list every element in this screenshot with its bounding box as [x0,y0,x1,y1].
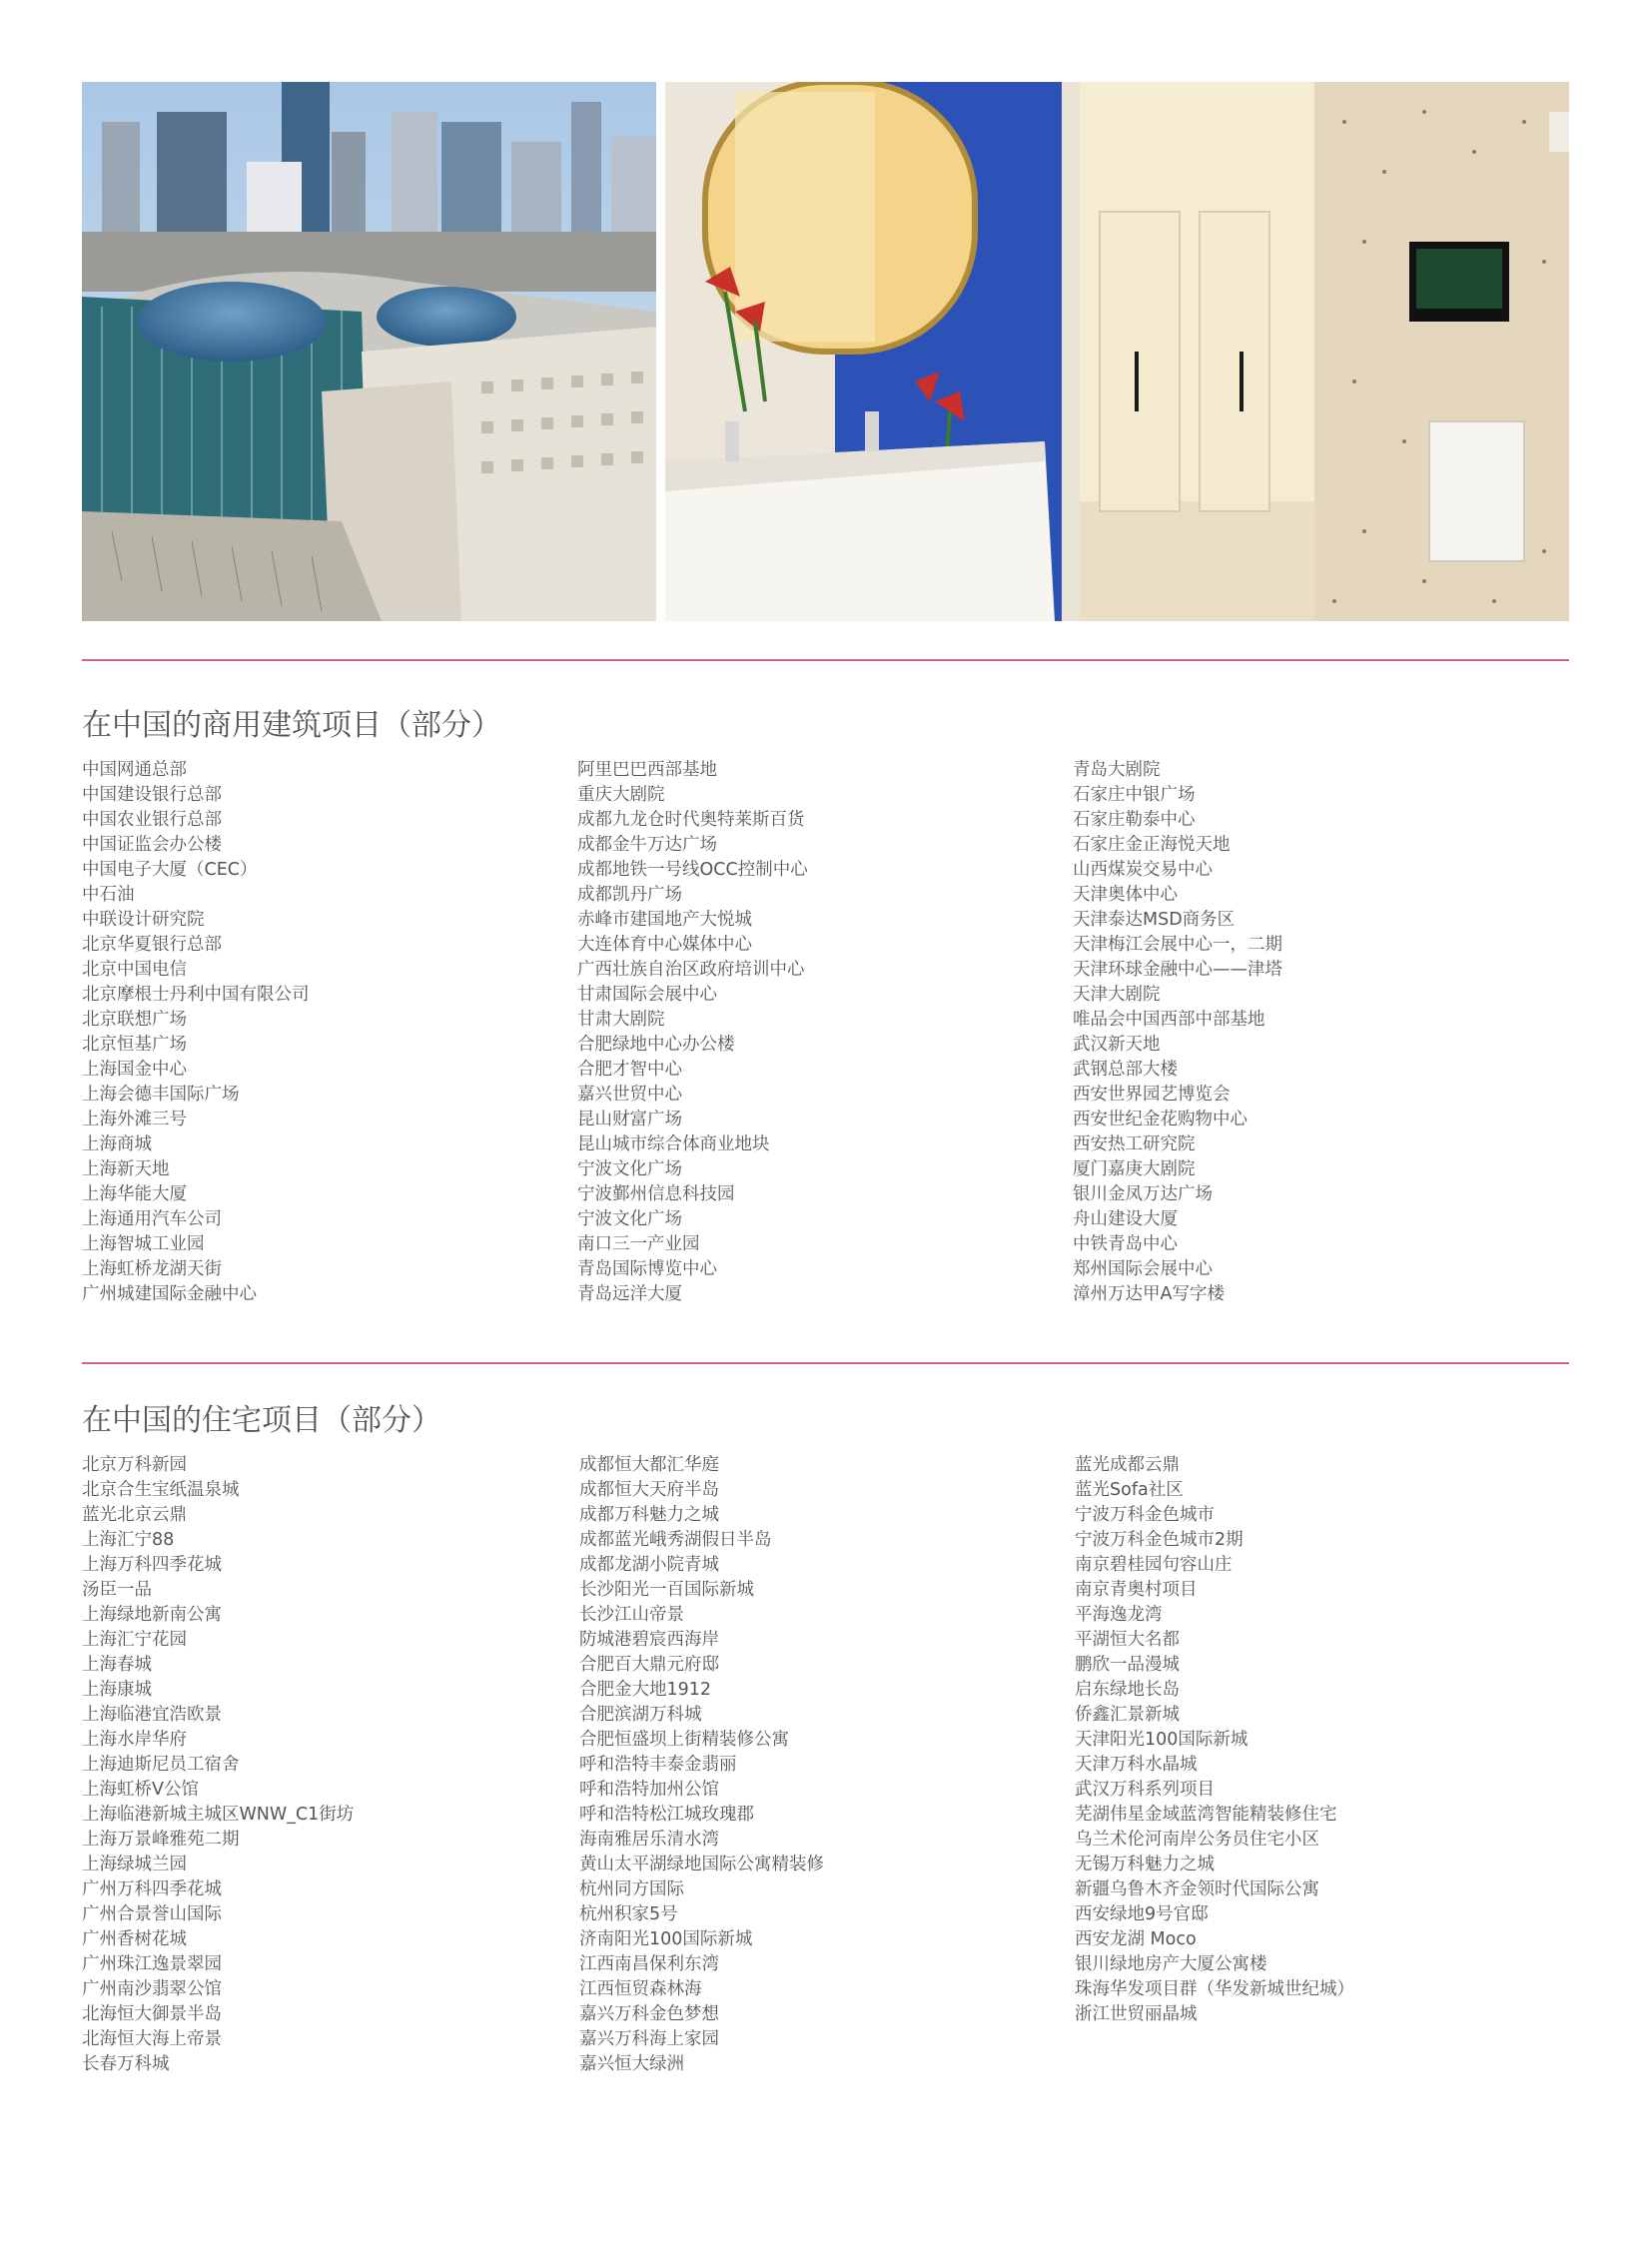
project-item: 石家庄勒泰中心 [1073,810,1196,830]
project-item: 鹏欣一品漫城 [1075,1655,1180,1675]
project-item: 南京青奥村项目 [1075,1580,1198,1600]
project-item: 郑州国际会展中心 [1073,1259,1213,1279]
project-item: 防城港碧宸西海岸 [579,1630,719,1650]
project-item: 上海万科四季花城 [82,1555,222,1575]
project-item: 上海临港新城主城区WNW_C1街坊 [82,1805,355,1825]
project-item: 银川绿地房产大厦公寓楼 [1075,1954,1267,1974]
project-item: 成都蓝光峨秀湖假日半岛 [579,1530,772,1550]
project-item: 中联设计研究院 [82,910,205,930]
project-item: 济南阳光100国际新城 [579,1929,753,1949]
project-item: 天津奥体中心 [1073,885,1178,905]
city-skyline-photo [82,82,656,621]
project-item: 杭州积家5号 [579,1904,678,1924]
project-item: 漳州万达甲A写字楼 [1073,1284,1225,1304]
project-item: 平湖恒大名都 [1075,1630,1180,1650]
project-item: 宁波鄞州信息科技园 [577,1184,735,1204]
section-title-commercial: 在中国的商用建筑项目（部分） [82,708,501,743]
project-item: 蓝光Sofa社区 [1075,1480,1184,1500]
project-item: 杭州同方国际 [579,1879,684,1899]
project-item: 青岛远洋大厦 [577,1284,682,1304]
project-item: 广州万科四季花城 [82,1879,222,1899]
residential-column-1 [82,1453,354,2077]
commercial-column-2 [577,758,808,1307]
project-item: 上海国金中心 [82,1060,187,1080]
project-item: 上海外滩三号 [82,1110,187,1129]
project-item: 广州合景誉山国际 [82,1904,222,1924]
project-item: 广州珠江逸景翠园 [82,1954,222,1974]
project-item: 成都地铁一号线OCC控制中心 [577,860,808,880]
project-item: 石家庄金正海悦天地 [1073,835,1231,855]
commercial-column-3 [1073,758,1282,1307]
project-item: 嘉兴万科海上家园 [579,2029,719,2049]
project-item: 北京华夏银行总部 [82,935,222,955]
project-item: 嘉兴恒大绿洲 [579,2054,684,2074]
project-item: 甘肃国际会展中心 [577,985,717,1005]
project-item: 嘉兴万科金色梦想 [579,2004,719,2024]
project-item: 宁波万科金色城市2期 [1075,1530,1243,1550]
project-item: 中国证监会办公楼 [82,835,222,855]
project-item: 厦门嘉庚大剧院 [1073,1159,1196,1179]
project-item: 新疆乌鲁木齐金领时代国际公寓 [1075,1879,1319,1899]
project-item: 唯品会中国西部中部基地 [1073,1010,1265,1030]
project-item: 上海虹桥龙湖天街 [82,1259,222,1279]
project-item: 蓝光北京云鼎 [82,1505,187,1525]
project-item: 合肥恒盛坝上街精装修公寓 [579,1730,789,1750]
project-item: 长沙江山帝景 [579,1605,684,1625]
section-divider-residential [82,1362,1569,1364]
project-item: 南口三一产业园 [577,1234,700,1254]
project-item: 武钢总部大楼 [1073,1060,1178,1080]
project-item: 江西恒贸森林海 [579,1979,702,1999]
project-item: 广州南沙翡翠公馆 [82,1979,222,1999]
residential-column-3 [1075,1453,1354,2027]
project-item: 中石油 [82,885,135,905]
project-item: 成都万科魅力之城 [579,1505,719,1525]
project-item: 上海绿地新南公寓 [82,1605,222,1625]
project-item: 上海迪斯尼员工宿舍 [82,1755,240,1775]
project-item: 上海虹桥V公馆 [82,1780,199,1800]
project-item: 无锡万科魅力之城 [1075,1855,1215,1874]
project-item: 石家庄中银广场 [1073,785,1196,805]
project-item: 上海通用汽车公司 [82,1209,222,1229]
project-item: 天津泰达MSD商务区 [1073,910,1236,930]
restroom-interior-photo [665,82,1569,621]
project-item: 青岛国际博览中心 [577,1259,717,1279]
project-item: 西安龙湖 Moco [1075,1929,1197,1949]
project-item: 珠海华发项目群（华发新城世纪城） [1075,1979,1354,1999]
project-item: 昆山城市综合体商业地块 [577,1134,770,1154]
project-item: 中国网通总部 [82,760,187,780]
project-item: 成都金牛万达广场 [577,835,717,855]
section-divider-commercial [82,659,1569,661]
project-item: 中国电子大厦（CEC） [82,860,258,880]
project-item: 甘肃大剧院 [577,1010,665,1030]
project-item: 北京恒基广场 [82,1035,187,1055]
project-item: 成都恒大天府半岛 [579,1480,719,1500]
project-item: 天津梅江会展中心一，二期 [1073,935,1282,955]
project-item: 上海水岸华府 [82,1730,187,1750]
project-item: 广州香树花城 [82,1929,187,1949]
project-item: 宁波万科金色城市 [1075,1505,1215,1525]
project-item: 成都凯丹广场 [577,885,682,905]
project-item: 广西壮族自治区政府培训中心 [577,960,805,980]
project-item: 赤峰市建国地产大悦城 [577,910,752,930]
project-item: 长沙阳光一百国际新城 [579,1580,754,1600]
project-item: 上海汇宁花园 [82,1630,187,1650]
project-item: 北京万科新园 [82,1455,187,1475]
project-item: 中国建设银行总部 [82,785,222,805]
project-item: 西安世界园艺博览会 [1073,1085,1231,1105]
project-item: 舟山建设大厦 [1073,1209,1178,1229]
project-item: 昆山财富广场 [577,1110,682,1129]
project-item: 嘉兴世贸中心 [577,1085,682,1105]
project-item: 芜湖伟星金域蓝湾智能精装修住宅 [1075,1805,1337,1825]
project-item: 浙江世贸丽晶城 [1075,2004,1198,2024]
project-item: 阿里巴巴西部基地 [577,760,717,780]
project-item: 大连体育中心媒体中心 [577,935,752,955]
project-item: 西安热工研究院 [1073,1134,1196,1154]
project-item: 上海绿城兰园 [82,1855,187,1874]
project-item: 青岛大剧院 [1073,760,1161,780]
project-item: 北京合生宝纸温泉城 [82,1480,240,1500]
project-item: 上海临港宜浩欧景 [82,1705,222,1725]
project-item: 天津万科水晶城 [1075,1755,1198,1775]
project-item: 上海万景峰雅苑二期 [82,1830,240,1850]
project-item: 天津环球金融中心——津塔 [1073,960,1282,980]
project-item: 启东绿地长岛 [1075,1680,1180,1700]
project-item: 上海会德丰国际广场 [82,1085,240,1105]
project-item: 侨鑫汇景新城 [1075,1705,1180,1725]
project-item: 呼和浩特加州公馆 [579,1780,719,1800]
project-item: 北京联想广场 [82,1010,187,1030]
project-item: 江西南昌保利东湾 [579,1954,719,1974]
project-item: 成都龙湖小院青城 [579,1555,719,1575]
project-item: 南京碧桂园句容山庄 [1075,1555,1233,1575]
project-item: 广州城建国际金融中心 [82,1284,257,1304]
project-item: 合肥才智中心 [577,1060,682,1080]
project-item: 合肥滨湖万科城 [579,1705,702,1725]
project-item: 中铁青岛中心 [1073,1234,1178,1254]
project-item: 海南雅居乐清水湾 [579,1830,719,1850]
project-item: 成都九龙仓时代奥特莱斯百货 [577,810,805,830]
project-item: 上海汇宁88 [82,1530,175,1550]
project-item: 天津大剧院 [1073,985,1161,1005]
project-item: 武汉万科系列项目 [1075,1780,1215,1800]
project-item: 银川金凤万达广场 [1073,1184,1213,1204]
project-item: 北京中国电信 [82,960,187,980]
project-item: 上海春城 [82,1655,152,1675]
residential-column-2 [579,1453,824,2077]
project-item: 乌兰术伦河南岸公务员住宅小区 [1075,1830,1319,1850]
project-item: 合肥金大地1912 [579,1680,712,1700]
project-item: 北海恒大御景半岛 [82,2004,222,2024]
project-item: 呼和浩特松江城玫瑰郡 [579,1805,754,1825]
project-item: 合肥百大鼎元府邸 [579,1655,719,1675]
project-item: 武汉新天地 [1073,1035,1161,1055]
project-item: 上海康城 [82,1680,152,1700]
project-item: 重庆大剧院 [577,785,665,805]
project-item: 中国农业银行总部 [82,810,222,830]
project-item: 上海商城 [82,1134,152,1154]
project-item: 成都恒大都汇华庭 [579,1455,719,1475]
project-item: 汤臣一品 [82,1580,152,1600]
project-item: 西安绿地9号官邸 [1075,1904,1209,1924]
project-item: 合肥绿地中心办公楼 [577,1035,735,1055]
commercial-column-1 [82,758,310,1307]
project-item: 平海逸龙湾 [1075,1605,1163,1625]
project-item: 宁波文化广场 [577,1209,682,1229]
project-item: 黄山太平湖绿地国际公寓精装修 [579,1855,824,1874]
project-item: 蓝光成都云鼎 [1075,1455,1180,1475]
project-item: 上海新天地 [82,1159,170,1179]
project-item: 长春万科城 [82,2054,170,2074]
section-title-residential: 在中国的住宅项目（部分） [82,1403,441,1438]
project-item: 北海恒大海上帝景 [82,2029,222,2049]
project-item: 天津阳光100国际新城 [1075,1730,1248,1750]
project-item: 西安世纪金花购物中心 [1073,1110,1247,1129]
project-item: 北京摩根士丹利中国有限公司 [82,985,310,1005]
project-item: 山西煤炭交易中心 [1073,860,1213,880]
project-item: 上海智城工业园 [82,1234,205,1254]
project-item: 上海华能大厦 [82,1184,187,1204]
project-item: 呼和浩特丰泰金翡丽 [579,1755,737,1775]
project-item: 宁波文化广场 [577,1159,682,1179]
